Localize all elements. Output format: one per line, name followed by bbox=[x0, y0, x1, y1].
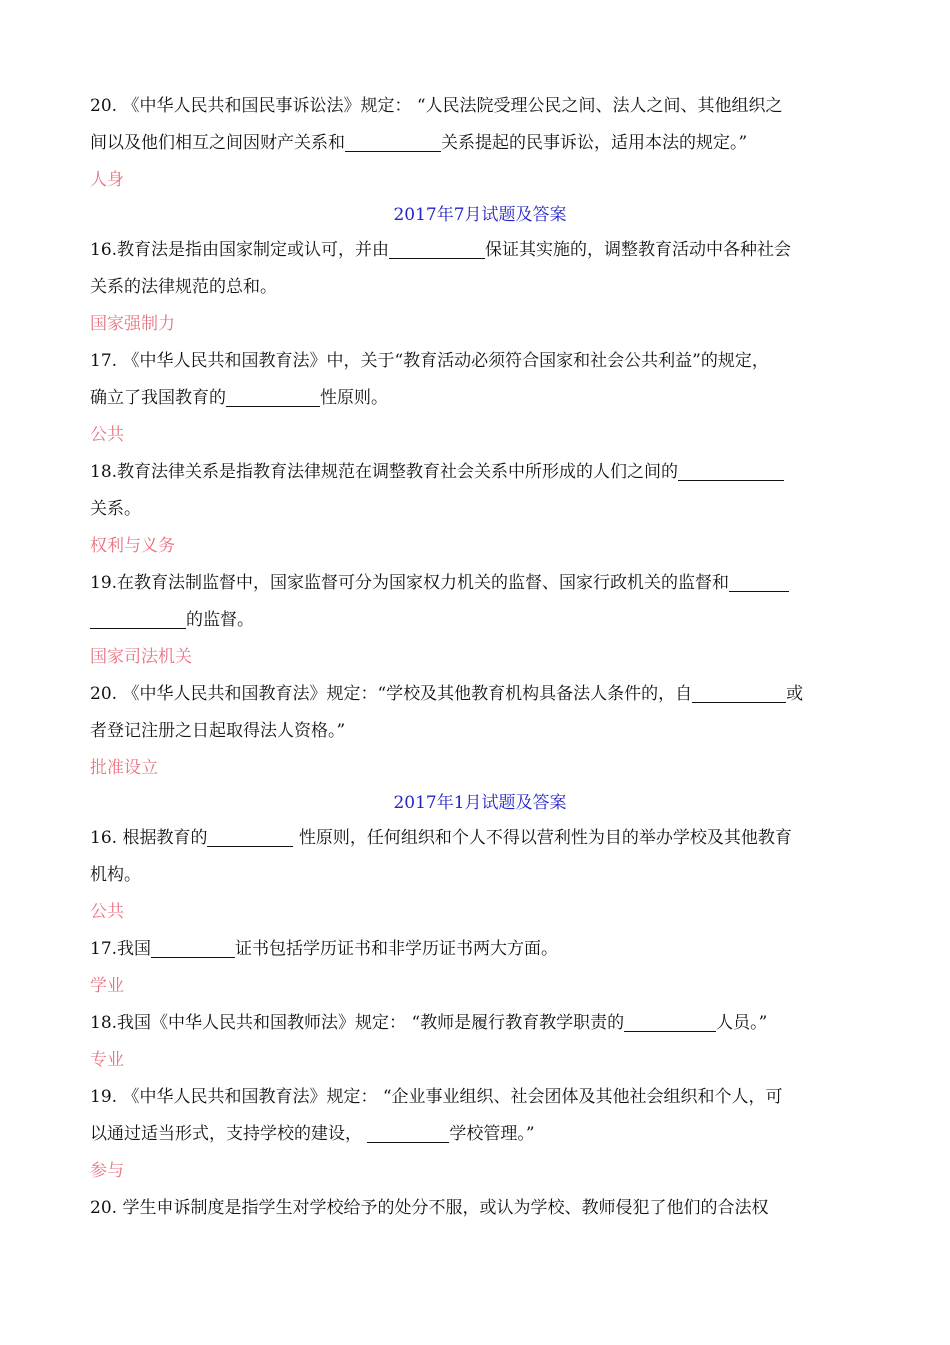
question-text-part: 确立了我国教育的 bbox=[90, 388, 226, 408]
question-text-part: 关系提起的民事诉讼，适用本法的规定。” bbox=[441, 133, 748, 153]
fill-in-blank bbox=[345, 129, 441, 152]
section-heading: 2017年7月试题及答案 bbox=[393, 205, 567, 225]
section-heading: 2017年1月试题及答案 bbox=[393, 793, 567, 813]
fill-in-blank bbox=[624, 1009, 716, 1032]
fill-in-blank bbox=[692, 680, 786, 703]
fill-in-blank bbox=[389, 236, 485, 259]
answer-text: 专业 bbox=[90, 1050, 124, 1070]
question-text-part: 证书包括学历证书和非学历证书两大方面。 bbox=[235, 939, 559, 959]
question-text bbox=[90, 380, 870, 417]
question-text-part: 保证其实施的，调整教育活动中各种社会 bbox=[485, 240, 792, 260]
document-page bbox=[90, 88, 870, 1227]
question-text bbox=[90, 565, 870, 602]
question-text-part: 20. 《中华人民共和国教育法》规定：“学校及其他教育机构具备法人条件的，自 bbox=[90, 684, 693, 704]
question-text-part: 或 bbox=[786, 684, 804, 704]
fill-in-blank bbox=[90, 606, 186, 629]
fill-in-blank bbox=[151, 935, 235, 958]
question-text: 机构。 bbox=[90, 865, 141, 885]
question-text-part: 以通过适当形式，支持学校的建设， bbox=[90, 1124, 368, 1144]
question-text bbox=[90, 454, 870, 491]
answer-text: 权利与义务 bbox=[90, 536, 175, 556]
fill-in-blank bbox=[729, 569, 789, 592]
question-text: 者登记注册之日起取得法人资格。” bbox=[90, 721, 346, 741]
question-text-part: 16.教育法是指由国家制定或认可，并由 bbox=[90, 240, 390, 260]
question-text bbox=[90, 232, 870, 269]
question-text-part: 人员。” bbox=[716, 1013, 768, 1033]
fill-in-blank bbox=[367, 1120, 449, 1143]
answer-text: 学业 bbox=[90, 976, 124, 996]
question-text: 关系。 bbox=[90, 499, 141, 519]
question-text bbox=[90, 125, 870, 162]
question-text-part: 18.教育法律关系是指教育法律规范在调整教育社会关系中所形成的人们之间的 bbox=[90, 462, 679, 482]
question-text-part: 间以及他们相互之间因财产关系和 bbox=[90, 133, 345, 153]
question-text: 20. 学生申诉制度是指学生对学校给予的处分不服，或认为学校、教师侵犯了他们的合法权 bbox=[90, 1198, 769, 1218]
question-text: 17. 《中华人民共和国教育法》中，关于“教育活动必须符合国家和社会公共利益”的规定， bbox=[90, 351, 769, 371]
question-text bbox=[90, 676, 870, 713]
question-text-part: 性原则，任何组织和个人不得以营利性为目的举办学校及其他教育 bbox=[293, 828, 792, 848]
question-text-part: 19.在教育法制监督中，国家监督可分为国家权力机关的监督、国家行政机关的监督和 bbox=[90, 573, 730, 593]
question-text bbox=[90, 931, 870, 968]
question-text-part: 18.我国《中华人民共和国教师法》规定： “教师是履行教育教学职责的 bbox=[90, 1013, 625, 1033]
question-text: 关系的法律规范的总和。 bbox=[90, 277, 277, 297]
answer-text: 国家司法机关 bbox=[90, 647, 192, 667]
fill-in-blank bbox=[207, 824, 293, 847]
answer-text: 批准设立 bbox=[90, 758, 158, 778]
question-text-part: 性原则。 bbox=[320, 388, 388, 408]
question-text bbox=[90, 820, 870, 857]
question-text: 20. 《中华人民共和国民事诉讼法》规定： “人民法院受理公民之间、法人之间、其他组织之 bbox=[90, 96, 783, 116]
question-text bbox=[90, 602, 870, 639]
question-text-part: 17.我国 bbox=[90, 939, 152, 959]
question-text: 19. 《中华人民共和国教育法》规定： “企业事业组织、社会团体及其他社会组织和个人，可 bbox=[90, 1087, 783, 1107]
answer-text: 人身 bbox=[90, 170, 124, 190]
answer-text: 公共 bbox=[90, 902, 124, 922]
question-text bbox=[90, 1116, 870, 1153]
question-text-part: 16. 根据教育的 bbox=[90, 828, 208, 848]
question-text bbox=[90, 1005, 870, 1042]
answer-text: 参与 bbox=[90, 1161, 124, 1181]
fill-in-blank bbox=[226, 384, 320, 407]
fill-in-blank bbox=[678, 458, 784, 481]
answer-text: 公共 bbox=[90, 425, 124, 445]
question-text-part: 学校管理。” bbox=[449, 1124, 535, 1144]
question-text-part: 的监督。 bbox=[186, 610, 254, 630]
answer-text: 国家强制力 bbox=[90, 314, 175, 334]
